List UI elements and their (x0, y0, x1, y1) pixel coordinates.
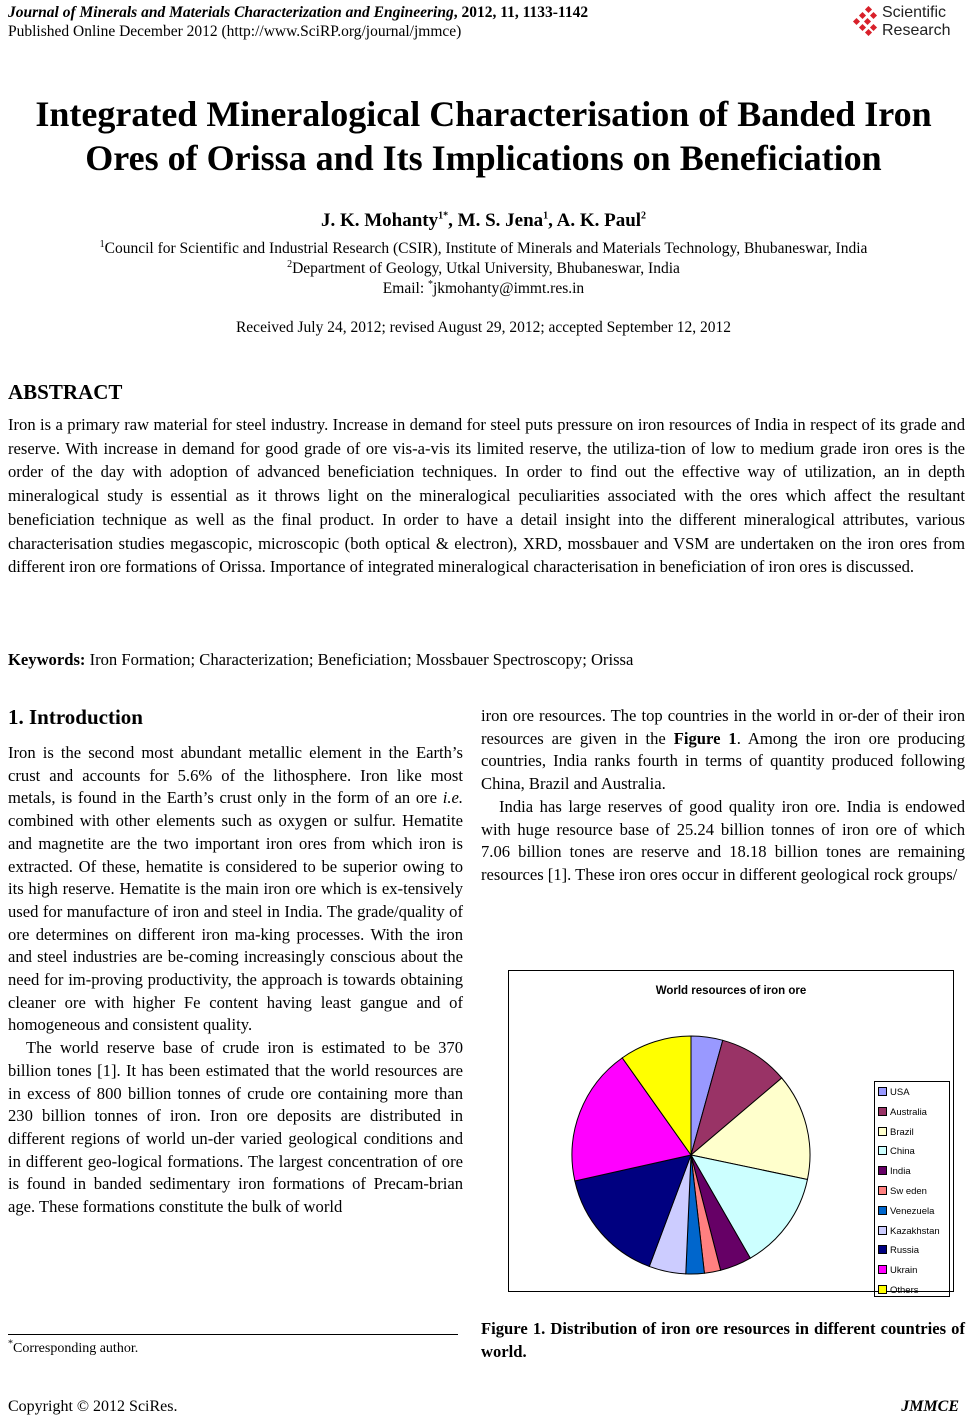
logo-diamonds-icon (848, 6, 878, 36)
aff1-text: Council for Scientific and Industrial Research (CSIR), Institute of Minerals and Materials Technology, Bhubaneswar, India (104, 240, 868, 257)
legend-swatch (878, 1186, 887, 1195)
legend-swatch (878, 1166, 887, 1175)
chart-title: World resources of iron ore (655, 985, 807, 997)
legend-item (878, 1284, 919, 1298)
journal-citation (8, 4, 588, 22)
legend-swatch (878, 1265, 887, 1274)
abstract-heading: ABSTRACT (8, 380, 123, 404)
affiliation-2 (0, 260, 967, 278)
footnote-text: Corresponding author. (13, 1341, 139, 1356)
legend-swatch (878, 1245, 887, 1254)
footnote-divider (8, 1334, 458, 1335)
p1-italic: i.e. (442, 788, 463, 808)
keywords-label: Keywords: (8, 650, 86, 669)
legend-item (878, 1106, 927, 1120)
legend-swatch (878, 1087, 887, 1096)
author-2-sup: 1 (543, 210, 549, 222)
email-label: Email: (382, 280, 428, 297)
intro-paragraph-3 (481, 705, 965, 796)
author-3: , A. K. Paul (548, 210, 642, 231)
intro-right-column (481, 705, 965, 887)
footnote (8, 1338, 139, 1357)
section-heading-introduction: 1. Introduction (8, 705, 143, 729)
legend-label: Russia (890, 1245, 920, 1257)
legend-label: Ukrain (890, 1265, 918, 1277)
legend-label: Others (890, 1285, 919, 1296)
legend-item (878, 1145, 915, 1159)
logo-text-2: Research (882, 22, 951, 39)
legend-label: Brazil (890, 1126, 914, 1138)
legend-label: Venezuela (890, 1205, 935, 1217)
legend-label: Australia (890, 1106, 927, 1118)
legend-item (878, 1264, 917, 1278)
author-1: J. K. Mohanty (320, 210, 439, 231)
legend-swatch (878, 1226, 887, 1235)
received-dates: Received July 24, 2012; revised August 29, 2012; accepted September 12, 2012 (235, 319, 732, 336)
email-sup: * (428, 278, 433, 290)
figure-caption: Figure 1. Distribution of iron ore resources in different countries of world. (481, 1319, 965, 1361)
r1-text-a: iron ore resources. The top countries in the world in or-der of their iron resources are given in the (481, 706, 965, 748)
legend-item (878, 1225, 940, 1239)
legend-swatch (878, 1285, 887, 1294)
intro-paragraph-2: The world reserve base of crude iron is estimated to be 370 billion tones [1]. It has been estimated that the world resources are in excess of 800 billion tonnes of crude ore containing more than 230 billion tonnes of iron. Iron ore deposits are distributed in different regions of world un-der varied geological conditions and in different geo-logical formations. The largest concentration of ore is found in banded sedimentary iron formations of Precam-brian age. These formations constitute the bulk of world (8, 1038, 463, 1217)
p1-text-a: Iron is the second most abundant metallic element in the Earth’s crust and accounts for 5.6% of the lithosphere. Iron like most metals, is found in the Earth’s crust only in the form of an ore (8, 743, 463, 808)
legend-item (878, 1126, 914, 1140)
legend-label: USA (890, 1087, 910, 1098)
affiliation-1 (0, 240, 967, 258)
scirp-logo (848, 2, 967, 42)
r1-text-b: . Among the iron ore producing countries, India ranks fourth in terms of quantity produced following China, Brazil and Australia. (481, 728, 965, 794)
author-3-sup: 2 (641, 210, 647, 222)
pie-chart-figure (508, 970, 954, 1296)
authors (0, 210, 967, 232)
legend-swatch (878, 1127, 887, 1136)
abstract-text: Iron is a primary raw material for steel industry. Increase in demand for steel puts pressure on iron resources of India in respect of its grade and reserve. With increase in demand for good grade of ore vis-a-vis its limited reserve, the utiliza-tion of low to medium grade iron ores is the order of the day with adoption of advanced beneficiation techniques. In order to find out the effective way of utilization, an in depth mineralogical study is essential as it throws light on the mineralogical peculiarities associated with the ores which affect the resultant beneficiation technique as well as the final product. In order to have a detail insight into the different mineralogical attributes, various characterisation studies megascopic, microscopic (both optical & electron), XRD, mossbauer and VSM are undertaken on the iron ores from different iron ore formations of Orissa. Importance of integrated mineralogical characterisation in beneficiation of iron ores is discussed. (8, 415, 965, 577)
footnote-sup: * (8, 1338, 13, 1350)
intro-paragraph-4: India has large reserves of good quality iron ore. India is endowed with huge resource base of 25.24 billion tonnes of iron ore of which 7.06 billion tones are reserve and 18.18 billion tones are remaining resources [1]. These iron ores occur in different geological rock groups/ (481, 796, 965, 884)
legend-item (878, 1205, 934, 1219)
intro-left-column (8, 742, 463, 1219)
author-2: , M. S. Jena (448, 210, 544, 231)
legend-label: Kazakhstan (890, 1225, 940, 1237)
intro-paragraph-1 (8, 742, 463, 1037)
legend-swatch (878, 1206, 887, 1215)
legend-label: China (890, 1146, 915, 1158)
paper-title: Integrated Mineralogical Characterisation of Banded Iron Ores of Orissa and Its Implications on Beneficiation (35, 94, 932, 178)
aff1-sup: 1 (99, 238, 105, 250)
journal-name: Journal of Minerals and Materials Characterization and Engineering (8, 4, 454, 21)
legend-label: Sw eden (890, 1186, 927, 1197)
keywords-text: Iron Formation; Characterization; Beneficiation; Mossbauer Spectroscopy; Orissa (85, 650, 634, 669)
published-online: Published Online December 2012 (http://www.SciRP.org/journal/jmmce) (8, 23, 462, 40)
citation-numbers: , 2012, 11, 1133-1142 (453, 4, 589, 21)
legend-item (878, 1086, 910, 1100)
aff2-sup: 2 (287, 258, 293, 270)
journal-abbreviation: JMMCE (901, 1398, 959, 1415)
legend-swatch (878, 1107, 887, 1116)
copyright: Copyright © 2012 SciRes. (8, 1398, 178, 1415)
p1-text-b: combined with other elements such as oxygen or sulfur. Hematite and magnetite are the two important iron ores from which iron is extracted. Of these, hematite is considered to be superior owing to its high reserve. Hematite is the main iron ore which is ex-tensively used for manufacture of iron and steel in India. The grade/quality of ore determines on different iron ma-king processes. With the iron and steel industries are be-coming increasingly conscious about the need for im-proving productivity, the approach is towards obtaining cleaner ore with higher Fe content having least gangue and of homogeneous and consistent quality. (8, 811, 463, 1035)
legend-item (878, 1244, 919, 1258)
chart-legend (874, 1081, 950, 1297)
logo-text-1: Scientific (882, 4, 947, 21)
email-line (0, 280, 967, 298)
legend-swatch (878, 1146, 887, 1155)
figure-1-reference[interactable]: Figure 1 (673, 728, 737, 748)
author-1-sup: 1* (438, 210, 449, 222)
aff2-text: Department of Geology, Utkal University, Bhubaneswar, India (292, 260, 680, 277)
legend-item (878, 1185, 927, 1199)
legend-item (878, 1165, 911, 1179)
keywords (8, 650, 633, 670)
email-link[interactable]: jkmohanty@immt.res.in (433, 280, 585, 297)
legend-label: India (890, 1166, 911, 1178)
